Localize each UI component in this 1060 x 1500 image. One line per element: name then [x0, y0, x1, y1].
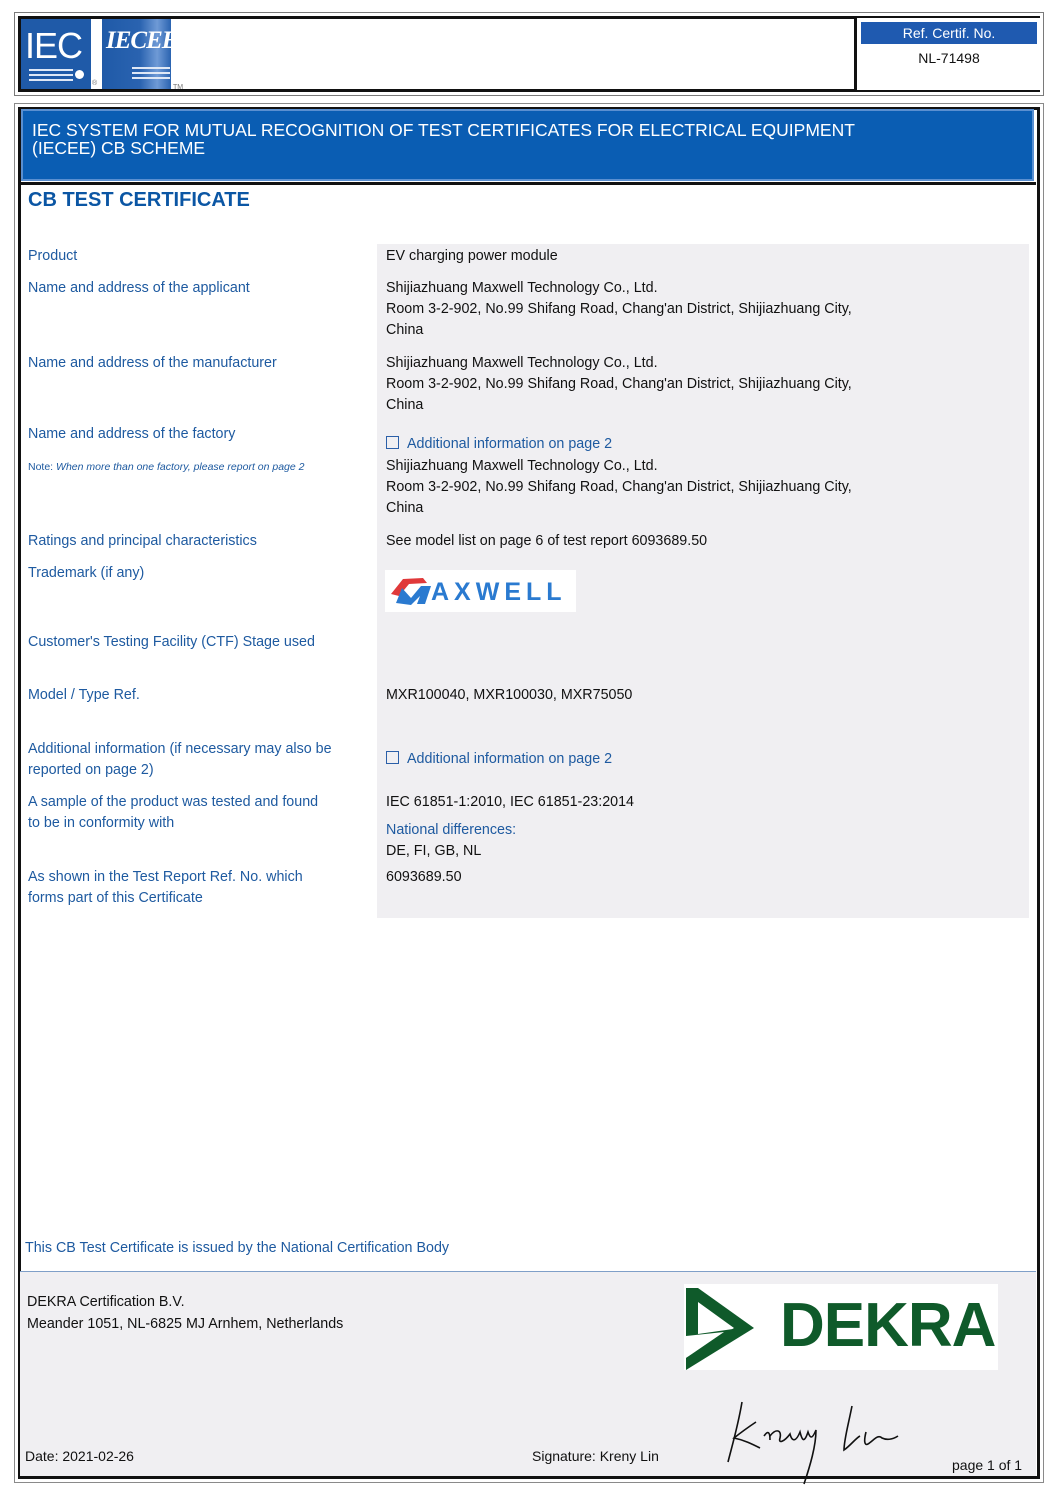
- ref-certificate-number: NL-71498: [918, 50, 980, 66]
- maxwell-logo: [385, 570, 576, 612]
- maxwell-logo-text: AXWELL: [431, 578, 567, 606]
- manufacturer-line: Room 3-2-902, No.99 Shifang Road, Chang'an District, Shijiazhuang City,: [386, 376, 852, 392]
- signature-label: Signature: Kreny Lin: [532, 1448, 659, 1464]
- issue-date: Date: 2021-02-26: [25, 1448, 134, 1464]
- factory-label: Name and address of the factory: [28, 426, 236, 442]
- body-address: Meander 1051, NL-6825 MJ Arnhem, Netherlands: [27, 1316, 344, 1332]
- applicant-line: Room 3-2-902, No.99 Shifang Road, Chang'an District, Shijiazhuang City,: [386, 301, 852, 317]
- certificate-title: CB TEST CERTIFICATE: [28, 189, 250, 211]
- factory-checkbox-row[interactable]: [386, 434, 612, 455]
- registered-icon: ®: [92, 80, 98, 87]
- label-line: Additional information (if necessary may also be: [28, 741, 332, 757]
- national-differences-value: DE, FI, GB, NL: [386, 843, 482, 859]
- issued-by-text: This CB Test Certificate is issued by the National Certification Body: [25, 1240, 450, 1256]
- scheme-title-line2: (IECEE) CB SCHEME: [32, 138, 206, 158]
- factory-value: [386, 456, 852, 519]
- factory-checkbox-label: Additional information on page 2: [407, 436, 613, 452]
- signature-icon: [720, 1396, 910, 1488]
- iecee-logo-text: IECEE: [106, 27, 178, 54]
- ref-certificate-box: [854, 18, 1041, 90]
- ctf-label: Customer's Testing Facility (CTF) Stage used: [28, 634, 315, 650]
- dekra-arrow-icon: [684, 1284, 764, 1370]
- ratings-value: See model list on page 6 of test report 6093689.50: [386, 533, 708, 549]
- dekra-logo: [684, 1284, 998, 1370]
- logo-line: [29, 74, 73, 76]
- applicant-value: [386, 278, 852, 341]
- checkbox-unchecked-icon[interactable]: [386, 436, 399, 449]
- maxwell-m-icon: [387, 570, 433, 612]
- iec-logo-text: IEC: [25, 25, 83, 66]
- ref-certificate-label: Ref. Certif. No.: [861, 22, 1037, 44]
- factory-note: [28, 461, 305, 473]
- manufacturer-label: Name and address of the manufacturer: [28, 355, 277, 371]
- logo-line: [29, 69, 73, 71]
- label-line: As shown in the Test Report Ref. No. which: [28, 869, 303, 885]
- manufacturer-value: [386, 353, 852, 416]
- test-report-number: 6093689.50: [386, 869, 462, 885]
- product-value: EV charging power module: [386, 248, 558, 264]
- logo-line: [132, 77, 170, 79]
- logo-line: [132, 67, 170, 69]
- checkbox-unchecked-icon[interactable]: [386, 751, 399, 764]
- scheme-title-line1: IEC SYSTEM FOR MUTUAL RECOGNITION OF TEST CERTIFICATES FOR ELECTRICAL EQUIPMENT: [32, 120, 855, 140]
- label-line: to be in conformity with: [28, 815, 175, 831]
- ratings-label: Ratings and principal characteristics: [28, 533, 257, 549]
- trademark-icon: TM: [173, 84, 184, 91]
- trademark-label: Trademark (if any): [28, 565, 145, 581]
- additional-checkbox-label: Additional information on page 2: [407, 751, 613, 767]
- certification-body: [27, 1291, 343, 1335]
- additional-checkbox-row[interactable]: [386, 749, 612, 770]
- national-differences-label: National differences:: [386, 822, 517, 838]
- note-prefix: Note:: [28, 461, 54, 473]
- divider: [20, 182, 1036, 185]
- page-number: page 1 of 1: [952, 1457, 1023, 1473]
- dekra-logo-text: DEKRA: [780, 1291, 996, 1360]
- scheme-title-band: [21, 109, 1034, 181]
- label-line: A sample of the product was tested and found: [28, 794, 319, 810]
- applicant-line: China: [386, 322, 424, 338]
- model-value: MXR100040, MXR100030, MXR75050: [386, 687, 633, 703]
- conformity-label: [28, 792, 318, 834]
- label-line: forms part of this Certificate: [28, 890, 203, 906]
- label-line: reported on page 2): [28, 762, 154, 778]
- factory-line: Room 3-2-902, No.99 Shifang Road, Chang'an District, Shijiazhuang City,: [386, 479, 852, 495]
- body-name: DEKRA Certification B.V.: [27, 1294, 185, 1310]
- factory-line: China: [386, 500, 424, 516]
- factory-line: Shijiazhuang Maxwell Technology Co., Ltd.: [386, 458, 658, 474]
- test-report-label: [28, 867, 303, 909]
- manufacturer-line: Shijiazhuang Maxwell Technology Co., Ltd.: [386, 355, 658, 371]
- applicant-label: Name and address of the applicant: [28, 280, 250, 296]
- logo-line: [29, 79, 73, 81]
- model-label: Model / Type Ref.: [28, 687, 140, 703]
- conformity-standards: IEC 61851-1:2010, IEC 61851-23:2014: [386, 794, 634, 810]
- note-text: When more than one factory, please report on page 2: [56, 461, 305, 473]
- additional-info-label: [28, 739, 332, 781]
- iec-logo: [21, 19, 91, 89]
- product-label: Product: [28, 248, 78, 264]
- logo-dot: [75, 70, 84, 79]
- applicant-line: Shijiazhuang Maxwell Technology Co., Ltd.: [386, 280, 658, 296]
- manufacturer-line: China: [386, 397, 424, 413]
- logo-line: [132, 72, 170, 74]
- iecee-logo: [102, 19, 178, 89]
